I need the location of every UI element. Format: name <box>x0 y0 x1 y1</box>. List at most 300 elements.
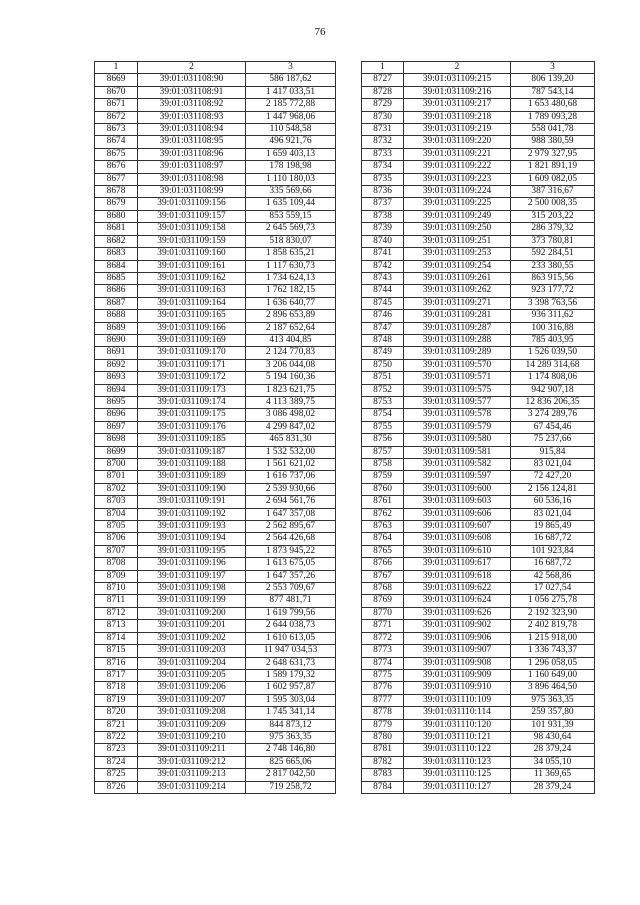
value-cell: 373 780,81 <box>511 235 595 247</box>
cadastral-number-cell: 39:01:031109:222 <box>404 161 511 173</box>
value-cell: 787 543,14 <box>511 86 595 98</box>
table-row <box>362 558 595 570</box>
row-number-cell: 8758 <box>362 459 404 471</box>
value-cell: 1 745 341,14 <box>246 707 336 719</box>
table-row <box>95 260 336 272</box>
table-row <box>362 632 595 644</box>
value-cell: 863 915,56 <box>511 272 595 284</box>
cadastral-number-cell: 39:01:031109:207 <box>138 694 246 706</box>
cadastral-number-cell: 39:01:031109:250 <box>404 223 511 235</box>
cadastral-number-cell: 39:01:031109:600 <box>404 483 511 495</box>
value-cell: 2 648 631,73 <box>246 657 336 669</box>
row-number-cell: 8750 <box>362 359 404 371</box>
table-row <box>362 756 595 768</box>
row-number-cell: 8752 <box>362 384 404 396</box>
value-cell: 936 311,62 <box>511 310 595 322</box>
value-cell: 315 203,22 <box>511 210 595 222</box>
row-number-cell: 8731 <box>362 124 404 136</box>
value-cell: 4 113 389,75 <box>246 396 336 408</box>
cadastral-number-cell: 39:01:031109:287 <box>404 322 511 334</box>
value-cell: 5 194 160,36 <box>246 372 336 384</box>
row-number-cell: 8761 <box>362 496 404 508</box>
row-number-cell: 8672 <box>95 111 138 123</box>
value-cell: 2 124 770,83 <box>246 347 336 359</box>
row-number-cell: 8695 <box>95 396 138 408</box>
cadastral-number-cell: 39:01:031109:262 <box>404 285 511 297</box>
table-row <box>362 297 595 309</box>
cadastral-number-cell: 39:01:031108:96 <box>138 148 246 160</box>
table-row <box>95 421 336 433</box>
value-cell: 975 363,35 <box>511 694 595 706</box>
value-cell: 465 831,30 <box>246 434 336 446</box>
value-cell: 101 931,39 <box>511 719 595 731</box>
cadastral-number-cell: 39:01:031108:99 <box>138 186 246 198</box>
cadastral-number-cell: 39:01:031110:114 <box>404 707 511 719</box>
row-number-cell: 8706 <box>95 533 138 545</box>
row-number-cell: 8748 <box>362 334 404 346</box>
table-row <box>95 272 336 284</box>
value-cell: 34 055,10 <box>511 756 595 768</box>
cadastral-number-cell: 39:01:031109:209 <box>138 719 246 731</box>
cadastral-number-cell: 39:01:031108:91 <box>138 86 246 98</box>
value-cell: 413 404,85 <box>246 334 336 346</box>
cadastral-number-cell: 39:01:031109:910 <box>404 682 511 694</box>
row-number-cell: 8669 <box>95 74 138 86</box>
table-row <box>95 198 336 210</box>
table-row <box>362 86 595 98</box>
value-cell: 75 237,66 <box>511 434 595 446</box>
cadastral-number-cell: 39:01:031109:191 <box>138 496 246 508</box>
value-cell: 42 568,86 <box>511 570 595 582</box>
row-number-cell: 8770 <box>362 607 404 619</box>
cadastral-number-cell: 39:01:031109:597 <box>404 471 511 483</box>
cadastral-number-cell: 39:01:031110:109 <box>404 694 511 706</box>
value-cell: 2 979 327,95 <box>511 148 595 160</box>
table-row <box>362 359 595 371</box>
value-cell: 942 907,18 <box>511 384 595 396</box>
page-number: 76 <box>314 26 326 38</box>
table-row <box>362 657 595 669</box>
value-cell: 1 589 179,32 <box>246 669 336 681</box>
table-row <box>95 136 336 148</box>
cadastral-number-cell: 39:01:031109:173 <box>138 384 246 396</box>
cadastral-number-cell: 39:01:031109:261 <box>404 272 511 284</box>
cadastral-number-cell: 39:01:031109:908 <box>404 657 511 669</box>
table-row <box>362 347 595 359</box>
table-row <box>95 533 336 545</box>
row-number-cell: 8671 <box>95 99 138 111</box>
row-number-cell: 8687 <box>95 297 138 309</box>
value-cell: 3 086 498,02 <box>246 409 336 421</box>
row-number-cell: 8743 <box>362 272 404 284</box>
value-cell: 1 635 109,44 <box>246 198 336 210</box>
cadastral-number-cell: 39:01:031109:624 <box>404 595 511 607</box>
value-cell: 101 923,84 <box>511 545 595 557</box>
value-cell: 110 548,58 <box>246 124 336 136</box>
cadastral-number-cell: 39:01:031109:253 <box>404 248 511 260</box>
value-cell: 14 289 314,68 <box>511 359 595 371</box>
row-number-cell: 8784 <box>362 781 404 793</box>
row-number-cell: 8704 <box>95 508 138 520</box>
row-number-cell: 8680 <box>95 210 138 222</box>
row-number-cell: 8754 <box>362 409 404 421</box>
cadastral-number-cell: 39:01:031109:288 <box>404 334 511 346</box>
table-row <box>362 260 595 272</box>
row-number-cell: 8771 <box>362 620 404 632</box>
table-row <box>95 297 336 309</box>
table-row <box>95 583 336 595</box>
table-row <box>95 434 336 446</box>
row-number-cell: 8768 <box>362 583 404 595</box>
cadastral-number-cell: 39:01:031109:251 <box>404 235 511 247</box>
row-number-cell: 8763 <box>362 521 404 533</box>
cadastral-number-cell: 39:01:031109:570 <box>404 359 511 371</box>
cadastral-number-cell: 39:01:031109:223 <box>404 173 511 185</box>
cadastral-number-cell: 39:01:031109:159 <box>138 235 246 247</box>
table-row <box>95 173 336 185</box>
table-header-row <box>95 62 336 74</box>
value-cell: 1 647 357,26 <box>246 570 336 582</box>
row-number-cell: 8686 <box>95 285 138 297</box>
table-row <box>362 434 595 446</box>
value-cell: 100 316,88 <box>511 322 595 334</box>
value-cell: 2 694 561,76 <box>246 496 336 508</box>
cadastral-number-cell: 39:01:031109:580 <box>404 434 511 446</box>
cadastral-number-cell: 39:01:031109:907 <box>404 645 511 657</box>
value-cell: 1 110 180,03 <box>246 173 336 185</box>
row-number-cell: 8705 <box>95 521 138 533</box>
cadastral-number-cell: 39:01:031109:190 <box>138 483 246 495</box>
value-cell: 785 403,95 <box>511 334 595 346</box>
row-number-cell: 8696 <box>95 409 138 421</box>
table-row <box>95 372 336 384</box>
cadastral-number-cell: 39:01:031110:121 <box>404 731 511 743</box>
value-cell: 1 821 891,19 <box>511 161 595 173</box>
cadastral-number-cell: 39:01:031108:98 <box>138 173 246 185</box>
value-cell: 877 481,71 <box>246 595 336 607</box>
table-row <box>95 496 336 508</box>
cadastral-number-cell: 39:01:031109:221 <box>404 148 511 160</box>
table-row <box>95 86 336 98</box>
cadastral-number-cell: 39:01:031109:213 <box>138 769 246 781</box>
cadastral-number-cell: 39:01:031110:123 <box>404 756 511 768</box>
cadastral-number-cell: 39:01:031109:195 <box>138 545 246 557</box>
row-number-cell: 8740 <box>362 235 404 247</box>
value-cell: 1 653 480,68 <box>511 99 595 111</box>
cadastral-number-cell: 39:01:031109:582 <box>404 459 511 471</box>
table-row <box>362 272 595 284</box>
value-cell: 2 748 146,80 <box>246 744 336 756</box>
cadastral-number-cell: 39:01:031109:188 <box>138 459 246 471</box>
row-number-cell: 8698 <box>95 434 138 446</box>
value-cell: 16 687,72 <box>511 533 595 545</box>
table-row <box>95 483 336 495</box>
table-row <box>362 620 595 632</box>
row-number-cell: 8749 <box>362 347 404 359</box>
table-row <box>95 756 336 768</box>
table-row <box>362 409 595 421</box>
cadastral-number-cell: 39:01:031109:156 <box>138 198 246 210</box>
row-number-cell: 8703 <box>95 496 138 508</box>
value-cell: 1 174 808,06 <box>511 372 595 384</box>
row-number-cell: 8685 <box>95 272 138 284</box>
value-cell: 915,84 <box>511 446 595 458</box>
row-number-cell: 8710 <box>95 583 138 595</box>
row-number-cell: 8751 <box>362 372 404 384</box>
row-number-cell: 8724 <box>95 756 138 768</box>
value-cell: 2 185 772,88 <box>246 99 336 111</box>
cadastral-number-cell: 39:01:031109:196 <box>138 558 246 570</box>
cadastral-number-cell: 39:01:031109:224 <box>404 186 511 198</box>
row-number-cell: 8675 <box>95 148 138 160</box>
value-cell: 1 762 182,15 <box>246 285 336 297</box>
value-cell: 2 553 709,67 <box>246 583 336 595</box>
cadastral-number-cell: 39:01:031109:271 <box>404 297 511 309</box>
table-row <box>362 210 595 222</box>
row-number-cell: 8767 <box>362 570 404 582</box>
table-row <box>95 471 336 483</box>
cadastral-number-cell: 39:01:031109:200 <box>138 607 246 619</box>
value-cell: 286 379,32 <box>511 223 595 235</box>
row-number-cell: 8699 <box>95 446 138 458</box>
row-number-cell: 8744 <box>362 285 404 297</box>
value-cell: 1 526 039,50 <box>511 347 595 359</box>
table-row <box>362 694 595 706</box>
value-cell: 2 539 930,66 <box>246 483 336 495</box>
value-cell: 1 659 403,13 <box>246 148 336 160</box>
cadastral-number-cell: 39:01:031109:909 <box>404 669 511 681</box>
value-cell: 592 284,51 <box>511 248 595 260</box>
row-number-cell: 8711 <box>95 595 138 607</box>
cadastral-number-cell: 39:01:031109:157 <box>138 210 246 222</box>
table-row <box>95 210 336 222</box>
table-row <box>95 645 336 657</box>
row-number-cell: 8702 <box>95 483 138 495</box>
table-row <box>362 136 595 148</box>
value-cell: 1 561 621,02 <box>246 459 336 471</box>
row-number-cell: 8760 <box>362 483 404 495</box>
value-cell: 1 336 743,37 <box>511 645 595 657</box>
table-row <box>362 707 595 719</box>
table-row <box>362 496 595 508</box>
column-header-1: 1 <box>95 62 138 74</box>
value-cell: 853 559,15 <box>246 210 336 222</box>
cadastral-number-cell: 39:01:031109:206 <box>138 682 246 694</box>
cadastral-number-cell: 39:01:031110:120 <box>404 719 511 731</box>
table-row <box>362 521 595 533</box>
value-cell: 923 177,72 <box>511 285 595 297</box>
value-cell: 1 858 635,21 <box>246 248 336 260</box>
value-cell: 16 687,72 <box>511 558 595 570</box>
table-row <box>95 682 336 694</box>
row-number-cell: 8709 <box>95 570 138 582</box>
cadastral-number-cell: 39:01:031109:198 <box>138 583 246 595</box>
table-row <box>362 74 595 86</box>
value-cell: 558 041,78 <box>511 124 595 136</box>
cadastral-number-cell: 39:01:031108:95 <box>138 136 246 148</box>
table-row <box>362 99 595 111</box>
table-row <box>95 744 336 756</box>
row-number-cell: 8733 <box>362 148 404 160</box>
value-cell: 233 380,55 <box>511 260 595 272</box>
cadastral-number-cell: 39:01:031109:166 <box>138 322 246 334</box>
row-number-cell: 8729 <box>362 99 404 111</box>
row-number-cell: 8717 <box>95 669 138 681</box>
table-row <box>362 285 595 297</box>
table-row <box>95 570 336 582</box>
cadastral-number-cell: 39:01:031109:162 <box>138 272 246 284</box>
value-cell: 2 192 323,90 <box>511 607 595 619</box>
cadastral-number-cell: 39:01:031109:254 <box>404 260 511 272</box>
row-number-cell: 8674 <box>95 136 138 148</box>
row-number-cell: 8736 <box>362 186 404 198</box>
table-row <box>95 707 336 719</box>
row-number-cell: 8730 <box>362 111 404 123</box>
cadastral-number-cell: 39:01:031109:219 <box>404 124 511 136</box>
cadastral-number-cell: 39:01:031109:608 <box>404 533 511 545</box>
cadastral-number-cell: 39:01:031109:163 <box>138 285 246 297</box>
row-number-cell: 8777 <box>362 694 404 706</box>
value-cell: 2 500 008,35 <box>511 198 595 210</box>
value-cell: 2 645 569,73 <box>246 223 336 235</box>
cadastral-number-cell: 39:01:031109:618 <box>404 570 511 582</box>
row-number-cell: 8773 <box>362 645 404 657</box>
value-cell: 11 947 034,53 <box>246 645 336 657</box>
table-row <box>362 607 595 619</box>
table-row <box>95 235 336 247</box>
value-cell: 975 363,35 <box>246 731 336 743</box>
table-row <box>362 508 595 520</box>
value-cell: 1 532 532,00 <box>246 446 336 458</box>
value-cell: 1 734 624,13 <box>246 272 336 284</box>
row-number-cell: 8726 <box>95 781 138 793</box>
cadastral-number-cell: 39:01:031109:216 <box>404 86 511 98</box>
row-number-cell: 8723 <box>95 744 138 756</box>
cadastral-number-cell: 39:01:031109:617 <box>404 558 511 570</box>
table-row <box>95 545 336 557</box>
cadastral-number-cell: 39:01:031109:249 <box>404 210 511 222</box>
table-row <box>362 186 595 198</box>
table-row <box>95 632 336 644</box>
table-row <box>362 334 595 346</box>
table-row <box>95 694 336 706</box>
row-number-cell: 8741 <box>362 248 404 260</box>
value-cell: 2 564 426,68 <box>246 533 336 545</box>
cadastral-number-cell: 39:01:031109:199 <box>138 595 246 607</box>
value-cell: 60 536,16 <box>511 496 595 508</box>
table-row <box>362 769 595 781</box>
table-row <box>362 446 595 458</box>
row-number-cell: 8708 <box>95 558 138 570</box>
table-row <box>362 322 595 334</box>
row-number-cell: 8757 <box>362 446 404 458</box>
row-number-cell: 8678 <box>95 186 138 198</box>
table-row <box>362 384 595 396</box>
table-row <box>362 533 595 545</box>
row-number-cell: 8781 <box>362 744 404 756</box>
table-row <box>95 186 336 198</box>
value-cell: 67 454,46 <box>511 421 595 433</box>
table-row <box>95 657 336 669</box>
cadastral-number-cell: 39:01:031109:220 <box>404 136 511 148</box>
row-number-cell: 8716 <box>95 657 138 669</box>
cadastral-number-cell: 39:01:031109:607 <box>404 521 511 533</box>
table-row <box>95 620 336 632</box>
row-number-cell: 8682 <box>95 235 138 247</box>
row-number-cell: 8779 <box>362 719 404 731</box>
value-cell: 28 379,24 <box>511 781 595 793</box>
cadastral-number-cell: 39:01:031109:622 <box>404 583 511 595</box>
row-number-cell: 8735 <box>362 173 404 185</box>
table-row <box>362 111 595 123</box>
value-cell: 28 379,24 <box>511 744 595 756</box>
row-number-cell: 8756 <box>362 434 404 446</box>
cadastral-number-cell: 39:01:031109:201 <box>138 620 246 632</box>
value-cell: 1 616 737,06 <box>246 471 336 483</box>
table-row <box>362 483 595 495</box>
row-number-cell: 8747 <box>362 322 404 334</box>
row-number-cell: 8689 <box>95 322 138 334</box>
value-cell: 2 562 895,67 <box>246 521 336 533</box>
table-row <box>95 459 336 471</box>
value-cell: 2 896 653,89 <box>246 310 336 322</box>
cadastral-number-cell: 39:01:031109:578 <box>404 409 511 421</box>
cadastral-number-cell: 39:01:031109:211 <box>138 744 246 756</box>
row-number-cell: 8670 <box>95 86 138 98</box>
row-number-cell: 8713 <box>95 620 138 632</box>
table-row <box>95 719 336 731</box>
value-cell: 178 198,98 <box>246 161 336 173</box>
cadastral-number-cell: 39:01:031109:210 <box>138 731 246 743</box>
table-row <box>362 223 595 235</box>
table-row <box>95 384 336 396</box>
value-cell: 335 569,66 <box>246 186 336 198</box>
table-row <box>95 248 336 260</box>
table-row <box>362 471 595 483</box>
value-cell: 17 027,54 <box>511 583 595 595</box>
column-header-2: 2 <box>138 62 246 74</box>
cadastral-number-cell: 39:01:031108:93 <box>138 111 246 123</box>
table-row <box>95 781 336 793</box>
table-row <box>95 607 336 619</box>
value-cell: 83 021,04 <box>511 508 595 520</box>
table-row <box>362 235 595 247</box>
cadastral-number-cell: 39:01:031109:289 <box>404 347 511 359</box>
cadastral-number-cell: 39:01:031109:205 <box>138 669 246 681</box>
table-row <box>362 545 595 557</box>
table-row <box>95 558 336 570</box>
cadastral-number-cell: 39:01:031109:161 <box>138 260 246 272</box>
cadastral-number-cell: 39:01:031109:906 <box>404 632 511 644</box>
cadastral-number-cell: 39:01:031110:122 <box>404 744 511 756</box>
row-number-cell: 8762 <box>362 508 404 520</box>
table-row <box>362 719 595 731</box>
cadastral-number-cell: 39:01:031109:175 <box>138 409 246 421</box>
row-number-cell: 8684 <box>95 260 138 272</box>
value-cell: 1 610 613,05 <box>246 632 336 644</box>
cadastral-number-cell: 39:01:031109:189 <box>138 471 246 483</box>
cadastral-number-cell: 39:01:031110:127 <box>404 781 511 793</box>
table-row <box>362 682 595 694</box>
value-cell: 1 789 093,28 <box>511 111 595 123</box>
table-row <box>362 173 595 185</box>
value-cell: 1 609 082,05 <box>511 173 595 185</box>
row-number-cell: 8721 <box>95 719 138 731</box>
table-row <box>362 248 595 260</box>
value-cell: 72 427,20 <box>511 471 595 483</box>
cadastral-number-cell: 39:01:031109:204 <box>138 657 246 669</box>
cadastral-number-cell: 39:01:031108:92 <box>138 99 246 111</box>
